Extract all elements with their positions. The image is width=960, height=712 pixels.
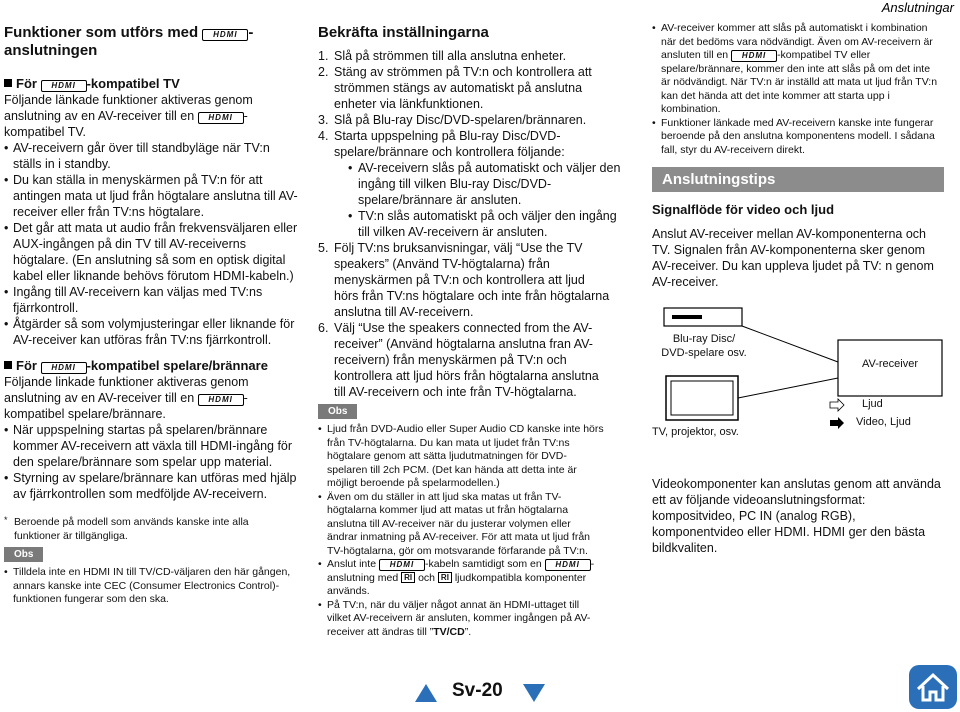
list-item: • Ljud från DVD-Audio eller Super Audio CD kanske inte hörs från TV-högtalarna. Du kan mata ut ljudet från TV:ns högtalare genom att sätta ljudutmatningen för DVD- spelaren till 2ch PCM. (Det kan hända att detta inte är möjligt beroende på spelarmodellen.) [318,423,638,491]
player-heading: För HDMI -kompatibel spelare/brännare [4,358,304,374]
list-item: • Åtgärder så som volymjusteringar eller liknande för AV-receiver kan utföras från TV:ns fjärrkontroll. [4,316,304,348]
list-item: • Tilldela inte en HDMI IN till TV/CD-väljaren den här gången, annars kanske inte CEC (Consumer Electronics Control)- funktionen fungerar som den ska. [4,566,304,607]
player-label: Blu-ray Disc/ DVD-spelare osv. [661,333,747,359]
square-bullet-icon [4,79,12,87]
obs-label: Obs [318,404,357,419]
audio-legend: Ljud [862,398,883,410]
tv-heading: För HDMI -kompatibel TV [4,76,304,92]
audio-arrow-icon [830,399,844,411]
step-item: 2. Stäng av strömmen på TV:n och kontrollera att strömmen stängs av automatiskt på anslutna enheter via länkfunktionen. [318,65,592,111]
tv-bullet-list [4,140,304,348]
hdmi-logo-icon: HDMI [41,362,87,374]
diagram-graphics [652,304,952,462]
signal-flow-heading: Signalflöde för video och ljud [652,202,835,217]
obs-label: Obs [4,547,43,562]
footnote: * Beroende på modell som används kanske inte alla funktioner är tillgängliga. [4,515,249,542]
step-item: 1. Slå på strömmen till alla anslutna enheter. [318,49,567,63]
video-arrow-icon [830,417,844,429]
player-bullet-list [4,422,304,502]
hdmi-logo-icon: HDMI [41,80,87,92]
signal-flow-paragraph: Anslut AV-receiver mellan AV-komponenterna och TV. Signalen från AV-komponenterna sker genom AV-receiver. Du kan uppleva ljudet på TV: n genom AV-receiver. [652,227,934,289]
list-item: • Anslut inte HDMI -kabeln samtidigt som en HDMI - anslutning med RI och RI ljudkompatibla komponenter används. [318,558,638,599]
list-item: • Ingång till AV-receivern kan väljas med TV:ns fjärrkontroll. [4,284,304,316]
next-page-icon[interactable] [522,682,546,704]
list-item: • Även om du ställer in att ljud ska matas ut från TV- högtalarna kommer ljud att matas ut från högtalarna anslutna till AV-receiver när du justerar volymen eller ändrar inmatning på AV-receiver. För att mata ut ljud från TV-högtalarna, gör om motsvarande förfarande på TV:n. [318,491,638,559]
list-item: • TV:n slås automatiskt på och väljer den ingång till vilken AV-receivern är ansluten. [348,208,638,240]
step-item: 6. Välj “Use the speakers connected from the AV- receiver” (Använd högtalarna anslutna fran AV- receivern) från menyskärmen på TV:n och kontrollera att ljud hörs från högtalarna anslutna till AV-receivern och inte från TV-högtalarna. [318,321,599,399]
list-item: • På TV:n, när du väljer något annat än HDMI-uttaget till vilket AV-receivern är ansluten, kommer ingången på AV- receiver att ändras till ”TV/CD”. [318,599,638,640]
step-item: 4. Starta uppspelning på Blu-ray Disc/DVD- spelare/brännare och kontrollera följande: • AV-receivern slås på automatiskt och väljer den ingång till vilken Blu-ray Disc/DVD- spelare/brännare är ansluten. • TV:n slås automatiskt på och väljer den ingång till vilken AV-receivern är ansluten. [318,128,638,240]
ri-logo-icon: RI [438,572,452,583]
tips-banner: Anslutningstips [652,167,944,192]
section-title: Bekräfta inställningarna [318,24,489,41]
section-title: Funktioner som utförs med HDMI - anslutningen [4,24,254,59]
hdmi-logo-icon: HDMI [198,112,244,124]
video-legend: Video, Ljud [856,416,911,428]
step-item: 5. Följ TV:ns bruksanvisningar, välj “Use the TV speakers” (Använd TV-högtalarna) från menyskärmen på TV:n och kontrollera att ljud hörs från TV:ns högtalare och inte från högtalarna anslutna till AV-receivern. [318,241,610,319]
hdmi-logo-icon: HDMI [379,559,425,571]
list-item: • AV-receivern går över till standbyläge när TV:n ställs in i standby. [4,140,304,172]
connection-diagram [652,304,952,462]
page-number: Sv-20 [452,680,503,701]
player-intro: Följande linkade funktioner aktiveras genom anslutning av en AV-receiver till en HDMI - kompatibel spelare/brännare. [4,375,249,421]
receiver-label: AV-receiver [861,358,919,370]
home-button-bg [909,665,957,709]
list-item: • Det går att mata ut audio från frekvensväljaren eller AUX-ingången på din TV till AV-receiverns högtalare. (En anslutning så som en optisk digital kabel eller liknande behövs förutom HDMI-kabeln.) [4,220,304,284]
list-item: • AV-receivern slås på automatiskt och väljer den ingång till vilken Blu-ray Disc/DVD- spelare/brännare är ansluten. [348,160,638,208]
list-item: • AV-receiver kommer att slås på automatiskt i kombination när det bedöms vara nödvändigt. Även om AV-receivern är ansluten till en HDMI -kompatibel TV eller spelare/brännare, kommer den inte att slås på om det inte är nödvändigt. När TV:n är inställd att mata ut ljud från TV:n kan det hända att det inte kommer att starta upp i kombination. [652,22,952,117]
player-tray-icon [672,315,702,319]
obs-list [4,566,304,607]
tv-screen-icon [671,381,733,415]
tv-link-line [738,378,838,398]
hdmi-logo-icon: HDMI [198,394,244,406]
list-item: • När uppspelning startas på spelaren/brännare kommer AV-receivern att växla till HDMI-ingång för den spelare/brännare som spelar upp material. [4,422,304,470]
column-right [652,22,952,556]
hdmi-logo-icon: HDMI [202,29,248,41]
ri-logo-icon: RI [401,572,415,583]
previous-page-icon[interactable] [414,682,438,704]
running-head: Anslutningar [881,0,954,15]
video-formats-paragraph: Videokomponenter kan anslutas genom att använda ett av följande videoanslutningsformat: kompositvideo, PC IN (analog RGB), komponentvideo eller HDMI. HDMI ger den bästa bildkvaliten. [652,477,941,555]
sub-bullet-list [334,160,638,240]
column-left [4,24,304,607]
list-item: • Du kan ställa in menyskärmen på TV:n för att antingen mata ut ljud från högtalare anslutna till AV- receiver eller från TV:ns högtalare. [4,172,304,220]
tv-intro: Följande länkade funktioner aktiveras genom anslutning av en AV-receiver till en HDMI - kompatibel TV. [4,93,253,139]
hdmi-logo-icon: HDMI [545,559,591,571]
player-link-line [742,326,838,362]
list-item: • Funktioner länkade med AV-receivern kanske inte fungerar beroende på den anslutna komponentens modell. I sådana fall, styr du AV-receivern direkt. [652,117,952,158]
bullet-list [652,22,952,157]
column-middle [318,24,638,639]
obs-list [318,423,638,639]
home-button[interactable] [908,664,958,710]
square-bullet-icon [4,361,12,369]
list-item: • Styrning av spelare/brännare kan utföras med hjälp av fjärrkontrollen som medföljde AV-receivern. [4,470,304,502]
tv-label: TV, projektor, osv. [652,426,739,438]
hdmi-logo-icon: HDMI [731,50,777,62]
steps-list [318,48,638,400]
step-item: 3. Slå på Blu-ray Disc/DVD-spelaren/brännaren. [318,113,587,127]
